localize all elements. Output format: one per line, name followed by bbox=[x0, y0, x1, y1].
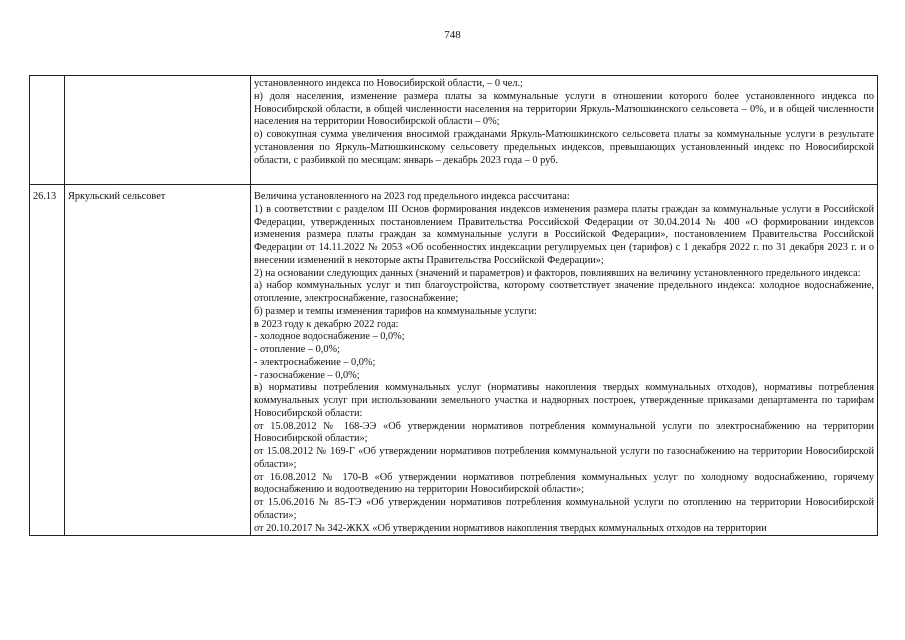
document-table bbox=[29, 75, 878, 536]
paragraph: от 20.10.2017 № 342-ЖКХ «Об утверждении нормативов накопления твердых коммунальных отходов на территории bbox=[254, 522, 767, 534]
paragraph: от 15.08.2012 № 169-Г «Об утверждении нормативов потребления коммунальной услуги по газоснабжению на территории Новосибирской области»; bbox=[254, 446, 874, 470]
paragraph: 1) в соответствии с разделом III Основ формирования индексов изменения размера платы граждан за коммунальные услуги в Российской Федерации, утвержденных постановлением Правительства Российской Федерации от 30.04.2014 № 400 «О формировании индексов изменения размера платы граждан за коммунальные услуги в Российской Федерации», постановлением Правительства Российской Федерации от 14.11.2022 № 2053 «Об особенностях индексации регулируемых цен (тарифов) с 1 декабря 2022 г. по 31 декабря 2023 г. и о внесении изменений в некоторые акты Правительства Российской Федерации»; bbox=[254, 203, 874, 266]
paragraph: от 15.06.2016 № 85-ТЭ «Об утверждении нормативов потребления коммунальной услуги по отоплению на территории Новосибирской области»; bbox=[254, 497, 874, 521]
description-cell bbox=[251, 185, 878, 536]
paragraph: Величина установленного на 2023 год предельного индекса рассчитана: bbox=[254, 191, 570, 202]
paragraph: - отопление – 0,0%; bbox=[254, 344, 340, 355]
row-number-cell bbox=[30, 76, 65, 185]
page-number: 748 bbox=[444, 29, 461, 41]
municipality-name-cell: Яркульский сельсовет bbox=[65, 185, 251, 536]
paragraph: - газоснабжение – 0,0%; bbox=[254, 369, 360, 381]
description-cell bbox=[251, 76, 878, 185]
paragraph: н) доля населения, изменение размера платы за коммунальные услуги в отношении которого более установленного индекса по Новосибирской области, в общей численности населения на территории Яркуль-Матюшкинского сельсовета – 0%, и в общей численности населения на территории Новосибирской области – 0%; bbox=[254, 90, 874, 128]
row-number-cell: 26.13 bbox=[30, 185, 65, 536]
table-row bbox=[30, 76, 878, 185]
paragraph: в) нормативы потребления коммунальных услуг (нормативы накопления твердых коммунальных отходов), нормативы потребления коммунальных услуг при использовании земельного участка и надворных построек, утвержденные приказами департамента по тарифам Новосибирской области: bbox=[254, 382, 874, 419]
paragraph: 2) на основании следующих данных (значений и параметров) и факторов, повлиявших на величину установленного предельного индекса: bbox=[254, 267, 861, 279]
paragraph: в 2023 году к декабрю 2022 года: bbox=[254, 318, 399, 330]
paragraph: установленного индекса по Новосибирской области, – 0 чел.; bbox=[254, 78, 523, 89]
paragraph: а) набор коммунальных услуг и тип благоустройства, которому соответствует значение предельного индекса: холодное водоснабжение, отопление, электроснабжение, газоснабжение; bbox=[254, 280, 874, 304]
paragraph: о) совокупная сумма увеличения вносимой гражданами Яркуль-Матюшкинского сельсовета платы за коммунальные услуги в результате установления по Яркуль-Матюшкинскому сельсовету предельных индексов, превышающих установленный индекс по Новосибирской области, с разбивкой по месяцам: январь – декабрь 2023 года – 0 руб. bbox=[254, 129, 874, 166]
municipality-name-cell bbox=[65, 76, 251, 185]
paragraph: б) размер и темпы изменения тарифов на коммунальные услуги: bbox=[254, 305, 537, 317]
paragraph: - холодное водоснабжение – 0,0%; bbox=[254, 331, 405, 343]
table-row bbox=[30, 185, 878, 536]
paragraph: от 15.08.2012 № 168-ЭЭ «Об утверждении нормативов потребления коммунальной услуги по электроснабжению на территории Новосибирской области»; bbox=[254, 420, 874, 445]
paragraph: от 16.08.2012 № 170-В «Об утверждении нормативов потребления коммунальных услуг по холодному водоснабжению, горячему водоснабжению и водоотведению на территории Новосибирской области»; bbox=[254, 471, 874, 496]
paragraph: - электроснабжение – 0,0%; bbox=[254, 356, 376, 368]
